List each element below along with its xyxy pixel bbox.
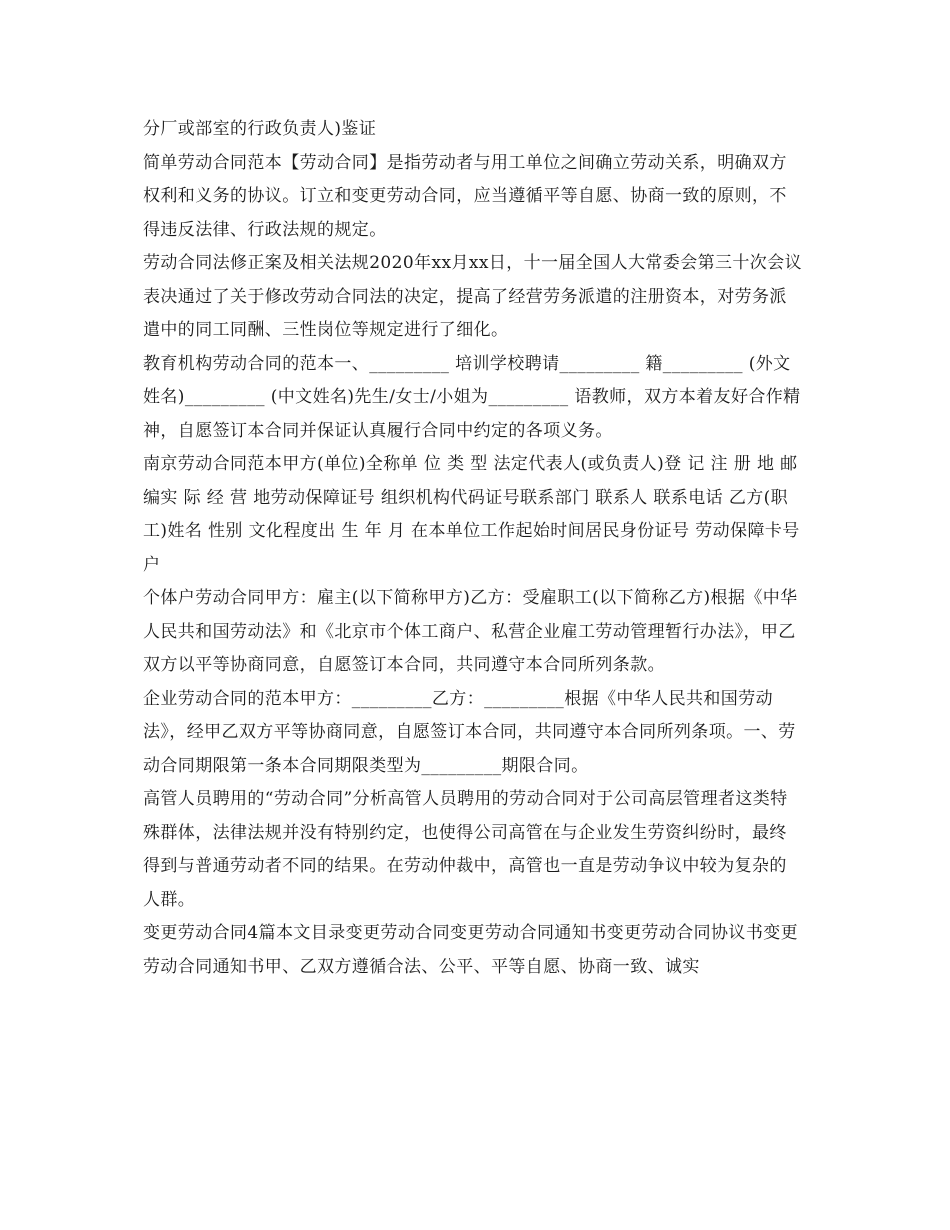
- document-body: [143, 113, 803, 984]
- paragraph-education-contract: 教育机构劳动合同的范本一、_________ 培训学校聘请_________ 籍_________ (外文姓名)_________ (中文姓名)先生/女士/小姐为_________ 语教师，双方本着友好合作精神，自愿签订本合同并保证认真履行合同中约定的各项义务。: [143, 353, 801, 441]
- paragraph-executive-contract: 高管人员聘用的“劳动合同”分析高管人员聘用的劳动合同对于公司高层管理者这类特殊群体，法律法规并没有特别约定，也使得公司高管在与企业发生劳资纠纷时，最终得到与普通劳动者不同的结果。在劳动仲裁中，高管也一直是劳动争议中较为复杂的人群。: [143, 789, 788, 910]
- paragraph-amendment: 劳动合同法修正案及相关法规2020年xx月xx日，十一届全国人大常委会第三十次会议表决通过了关于修改劳动合同法的决定，提高了经营劳务派遣的注册资本，对劳务派遣中的同工同酬、三性岗位等规定进行了细化。: [143, 253, 803, 340]
- paragraph-change-contract: 变更劳动合同4篇本文目录变更劳动合同变更劳动合同通知书变更劳动合同协议书变更劳动合同通知书甲、乙双方遵循合法、公平、平等自愿、协商一致、诚实: [143, 923, 799, 977]
- paragraph-individual-contract: 个体户劳动合同甲方：雇主(以下简称甲方)乙方：受雇职工(以下简称乙方)根据《中华人民共和国劳动法》和《北京市个体工商户、私营企业雇工劳动管理暂行办法》，甲乙双方以平等协商同意，自愿签订本合同，共同遵守本合同所列条款。: [143, 588, 798, 675]
- paragraph-enterprise-contract: 企业劳动合同的范本甲方：_________乙方：_________根据《中华人民共和国劳动法》，经甲乙双方平等协商同意，自愿签订本合同，共同遵守本合同所列条项。一、劳动合同期限第一条本合同期限类型为_________期限合同。: [143, 688, 796, 776]
- paragraph-nanjing-contract: 南京劳动合同范本甲方(单位)全称单 位 类 型 法定代表人(或负责人)登 记 注 册 地 邮编实 际 经 营 地劳动保障证号 组织机构代码证号联系部门 联系人 联系电话 乙方(职工)姓名 性别 文化程度出 生 年 月 在本单位工作起始时间居民身份证号 劳动保障卡号户: [143, 454, 800, 575]
- paragraph-continuation: 分厂或部室的行政负责人)鉴证: [143, 119, 377, 139]
- paragraph-simple-contract: 简单劳动合同范本【劳动合同】是指劳动者与用工单位之间确立劳动关系，明确双方权利和义务的协议。订立和变更劳动合同，应当遵循平等自愿、协商一致的原则，不得违反法律、行政法规的规定。: [143, 152, 787, 240]
